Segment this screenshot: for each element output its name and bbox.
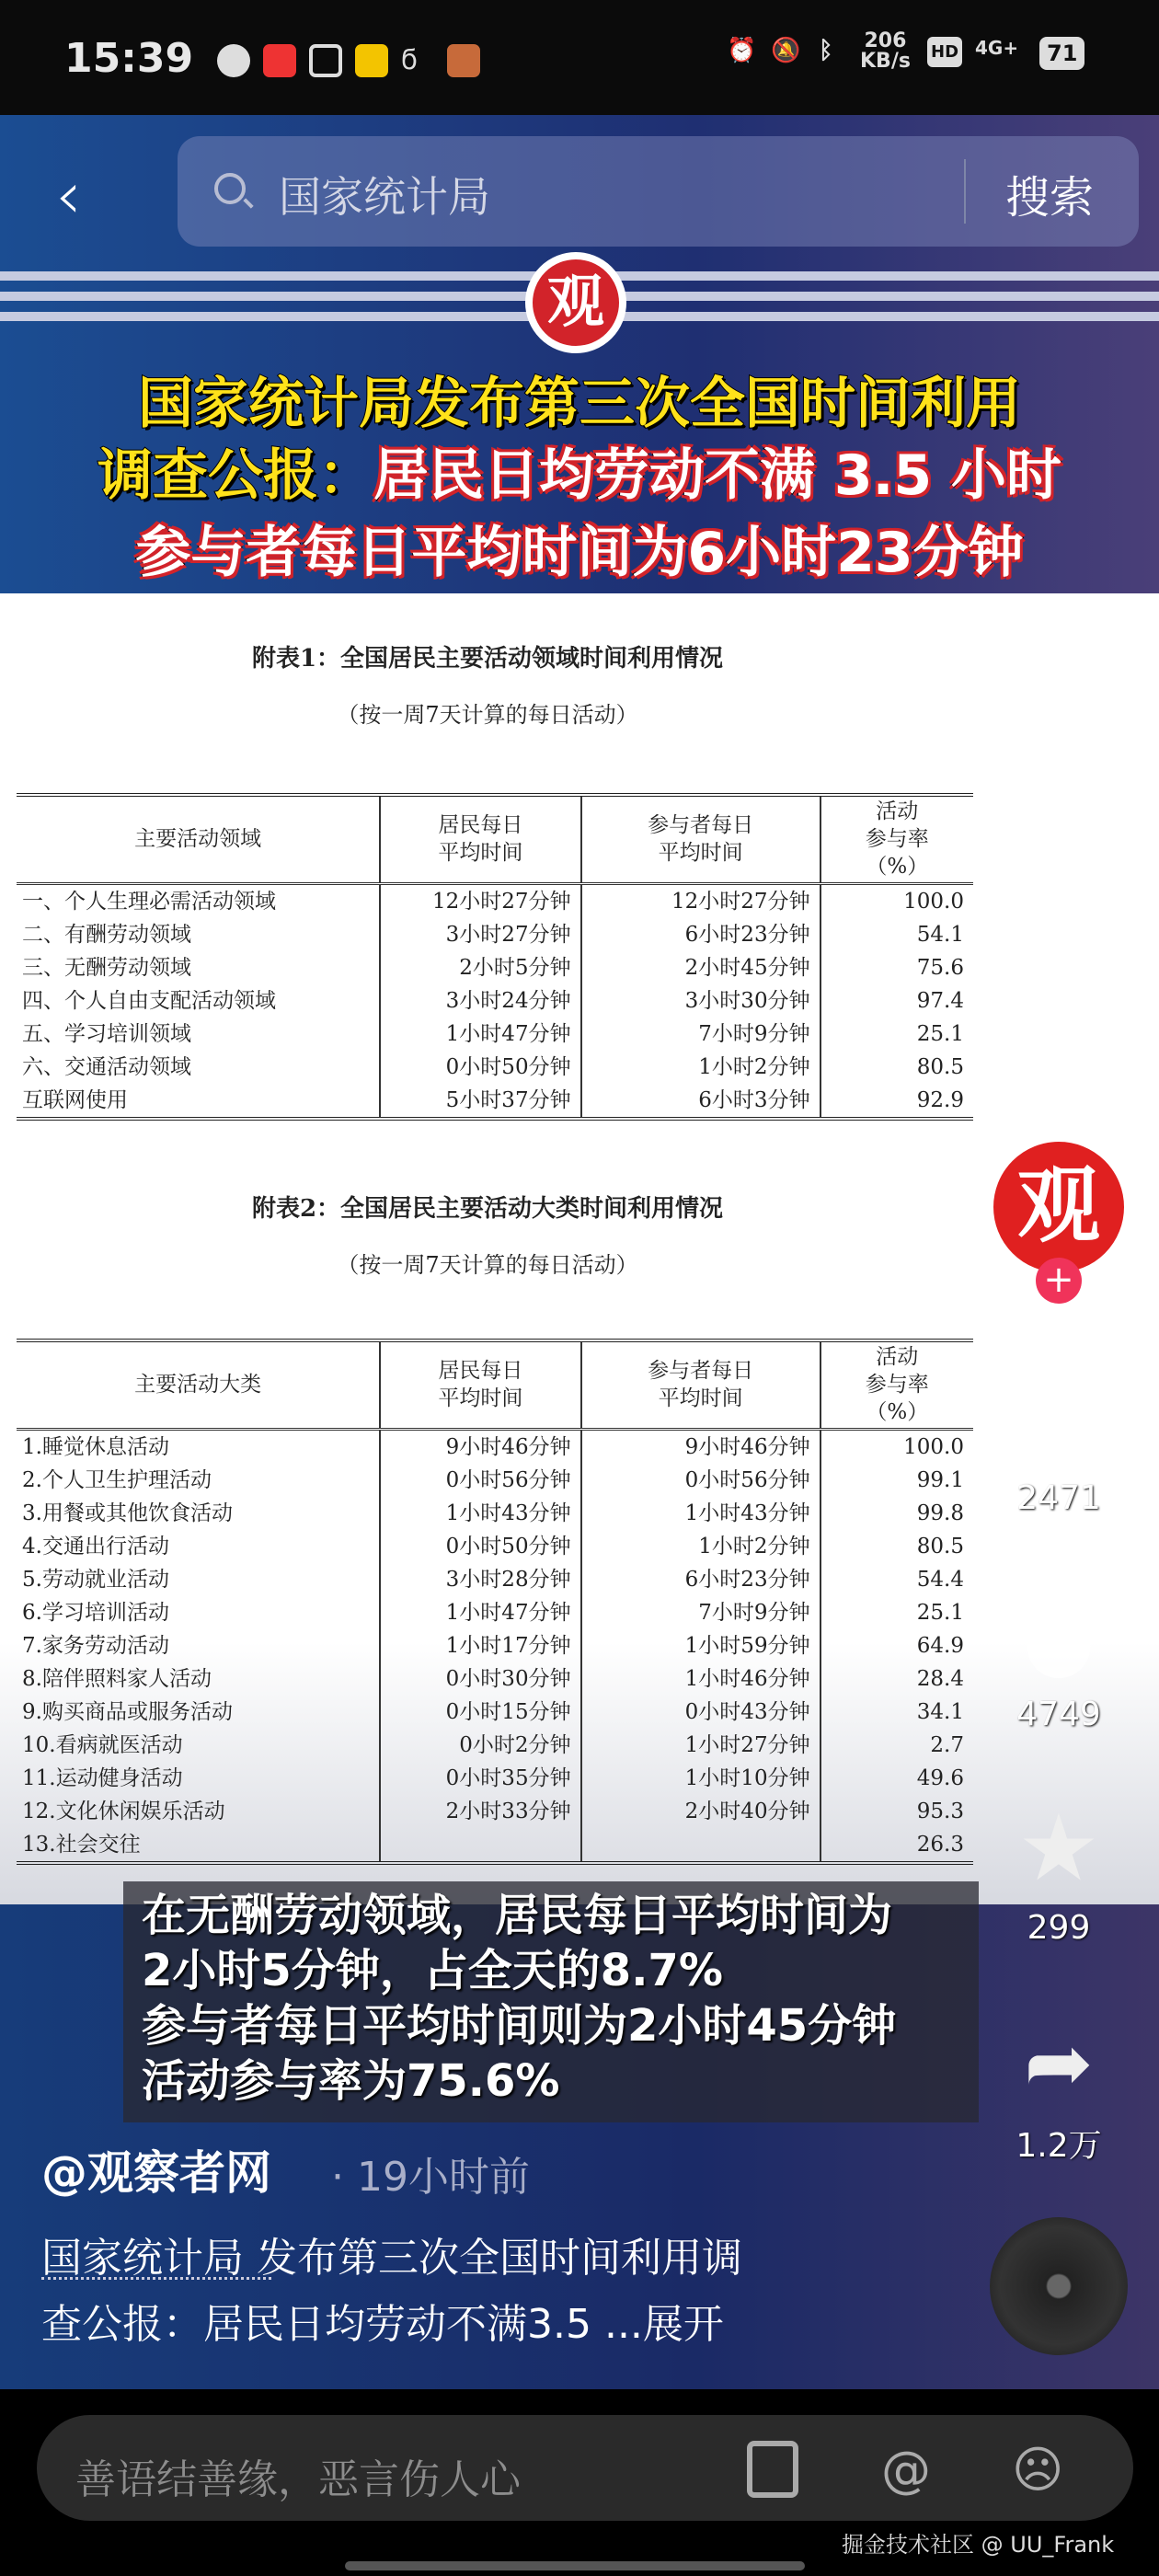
table-cell: 二、有酬劳动领域 [22, 922, 191, 947]
table-cell: 1.睡觉休息活动 [22, 1434, 169, 1459]
table-row [17, 1696, 973, 1729]
comment-count: 4749 [1016, 1696, 1101, 1733]
hd-icon: HD [927, 37, 962, 67]
image-icon[interactable] [747, 2441, 798, 2498]
table-cell: 12小时27分钟 [581, 883, 820, 918]
table-cell: 7.家务劳动活动 [22, 1633, 169, 1658]
table-cell: 7小时9分钟 [581, 1018, 820, 1051]
post-description-line2: 查公报：居民日均劳动不满3.5 ... [41, 2301, 643, 2348]
table-cell: 54.4 [820, 1563, 973, 1596]
table2-subtitle: （按一周7天计算的每日活动） [337, 1252, 638, 1278]
table-row [17, 951, 973, 984]
table-cell: 0小时56分钟 [581, 1464, 820, 1497]
table-cell: 1小时27分钟 [581, 1729, 820, 1762]
comment-input[interactable]: 善语结善缘，恶言伤人心 [75, 2456, 521, 2503]
table-cell: 64.9 [820, 1629, 973, 1662]
table-header-row [17, 795, 973, 883]
table-cell: 26.3 [820, 1828, 973, 1863]
table-cell: 1小时43分钟 [380, 1497, 580, 1530]
column-header: 参与者每日 平均时间 [581, 1340, 820, 1429]
status-bar [0, 0, 1159, 115]
table-row [17, 1530, 973, 1563]
back-button[interactable]: ‹ [55, 156, 82, 234]
table-row [17, 1018, 973, 1051]
headline-line3: 参与者每日平均时间为6小时23分钟 [135, 521, 1024, 585]
document-image [0, 593, 1159, 1904]
table-cell: 2.7 [820, 1729, 973, 1762]
net-unit: KB/s [860, 50, 911, 73]
table-cell: 6小时23分钟 [581, 918, 820, 951]
column-header: 主要活动领域 [17, 795, 380, 883]
battery-icon: 71 [1039, 37, 1084, 70]
table-cell: 0小时50分钟 [380, 1051, 580, 1084]
table-row [17, 1629, 973, 1662]
table-cell: 99.1 [820, 1464, 973, 1497]
column-header: 参与者每日 平均时间 [581, 795, 820, 883]
table-cell: 六、交通活动领域 [22, 1054, 191, 1079]
status-time: 15:39 [64, 35, 194, 82]
table-cell: 9.购买商品或服务活动 [22, 1699, 233, 1724]
column-header: 活动 参与率 （%） [820, 1340, 973, 1429]
post-time: · 19小时前 [331, 2154, 530, 2201]
caption-line: 参与者每日平均时间则为2小时45分钟 [142, 2000, 897, 2052]
table-cell: 1小时17分钟 [380, 1629, 580, 1662]
share-count: 1.2万 [1016, 2127, 1102, 2165]
headline-line1: 国家统计局发布第三次全国时间利用 [138, 372, 1021, 436]
table-cell: 3小时27分钟 [380, 918, 580, 951]
divider [964, 159, 966, 224]
table-cell: 34.1 [820, 1696, 973, 1729]
share-icon[interactable]: ➦ [1024, 2015, 1094, 2111]
table1 [17, 793, 973, 1121]
table-cell: 80.5 [820, 1530, 973, 1563]
search-bar[interactable] [178, 136, 1139, 247]
net-speed: 206 [864, 29, 907, 52]
table-row [17, 1828, 973, 1863]
table-cell: 13.社会交往 [22, 1832, 141, 1857]
music-disc-icon[interactable] [990, 2217, 1128, 2355]
expand-link[interactable]: 展开 [642, 2301, 724, 2348]
table-row [17, 1464, 973, 1497]
table-cell: 25.1 [820, 1018, 973, 1051]
table-cell: 25.1 [820, 1596, 973, 1629]
table-cell: 1小时2分钟 [581, 1051, 820, 1084]
bluetooth-icon: ᛒ [819, 37, 833, 64]
search-icon [214, 173, 246, 204]
table-cell: 5小时37分钟 [380, 1084, 580, 1119]
table-cell: 2小时45分钟 [581, 951, 820, 984]
table-cell: 2.个人卫生护理活动 [22, 1467, 212, 1492]
table-cell: 95.3 [820, 1795, 973, 1828]
app-notification-icon [263, 44, 296, 77]
table-cell: 1小时43分钟 [581, 1497, 820, 1530]
column-header: 活动 参与率 （%） [820, 795, 973, 883]
headline-line2a: 调查公报： [97, 443, 373, 508]
table-cell: 3小时28分钟 [380, 1563, 580, 1596]
table-cell: 80.5 [820, 1051, 973, 1084]
column-header: 居民每日 平均时间 [380, 1340, 580, 1429]
table-cell: 0小时15分钟 [380, 1696, 580, 1729]
weibo-icon: ϭ [401, 44, 419, 76]
table-cell: 0小时2分钟 [380, 1729, 580, 1762]
favorite-icon[interactable]: ★ [1017, 1794, 1100, 1902]
table-cell: 一、个人生理必需活动领域 [22, 889, 276, 914]
table-cell: 3.用餐或其他饮食活动 [22, 1501, 233, 1525]
table-row [17, 1795, 973, 1828]
table-row [17, 918, 973, 951]
table-cell: 0小时43分钟 [581, 1696, 820, 1729]
game-icon [447, 44, 480, 77]
table-cell: 2小时5分钟 [380, 951, 580, 984]
table-cell: 12小时27分钟 [380, 883, 580, 918]
table-cell: 1小时59分钟 [581, 1629, 820, 1662]
caption-line: 活动参与率为75.6% [142, 2055, 560, 2107]
alarm-icon: ⏰ [727, 37, 757, 64]
table-cell: 1小时10分钟 [581, 1762, 820, 1795]
author-name[interactable]: @观察者网 [41, 2146, 271, 2200]
hashtag-underline [41, 2277, 271, 2280]
app-notification-icon [309, 44, 342, 77]
column-header: 主要活动大类 [17, 1340, 380, 1429]
table-cell [581, 1828, 820, 1863]
table-cell: 99.8 [820, 1497, 973, 1530]
caption-line: 在无酬劳动领域，居民每日平均时间为 [142, 1890, 893, 1941]
table-cell: 三、无酬劳动领域 [22, 955, 191, 980]
table-cell: 3小时24分钟 [380, 984, 580, 1018]
table-cell: 6小时23分钟 [581, 1563, 820, 1596]
column-header: 居民每日 平均时间 [380, 795, 580, 883]
table-cell: 92.9 [820, 1084, 973, 1119]
table-cell: 100.0 [820, 883, 973, 918]
author-avatar[interactable]: 观 [990, 1138, 1128, 1276]
mute-icon: 🔕 [771, 37, 801, 64]
table2 [17, 1339, 973, 1865]
headline-line2b: 居民日均劳动不满 3.5 小时 [373, 443, 1062, 508]
signal-icon: 4G+ [975, 37, 1019, 59]
table-cell: 100.0 [820, 1429, 973, 1464]
table-cell: 12.文化休闲娱乐活动 [22, 1799, 225, 1823]
table-cell: 5.劳动就业活动 [22, 1567, 169, 1592]
table-row [17, 1497, 973, 1530]
table-cell: 6小时3分钟 [581, 1084, 820, 1119]
app-notification-icon [355, 44, 388, 77]
table-cell: 10.看病就医活动 [22, 1732, 183, 1757]
table2-title: 附表2：全国居民主要活动大类时间利用情况 [251, 1195, 724, 1223]
search-button[interactable]: 搜索 [1005, 172, 1095, 224]
table-cell: 75.6 [820, 951, 973, 984]
table-row [17, 1429, 973, 1464]
table-cell [380, 1828, 580, 1863]
table-cell: 0小时30分钟 [380, 1662, 580, 1696]
post-description-line1: 国家统计局 发布第三次全国时间利用调 [41, 2235, 742, 2282]
table-cell: 7小时9分钟 [581, 1596, 820, 1629]
table-row [17, 984, 973, 1018]
table-row [17, 1729, 973, 1762]
table-row [17, 1084, 973, 1119]
table-cell: 9小时46分钟 [380, 1429, 580, 1464]
caption-line: 2小时5分钟，占全天的8.7% [142, 1945, 723, 1996]
emoji-icon[interactable]: ☹ [1012, 2441, 1064, 2499]
table-cell: 四、个人自由支配活动领域 [22, 988, 276, 1013]
table-cell: 11.运动健身活动 [22, 1765, 183, 1790]
table-cell: 9小时46分钟 [581, 1429, 820, 1464]
table-row [17, 1596, 973, 1629]
like-count: 2471 [1016, 1479, 1101, 1517]
table-row [17, 1051, 973, 1084]
mention-icon[interactable]: @ [881, 2441, 931, 2499]
table-cell: 0小时56分钟 [380, 1464, 580, 1497]
table-row [17, 1563, 973, 1596]
comment-icon[interactable]: ● [1022, 1592, 1096, 1688]
table-row [17, 1762, 973, 1795]
table-cell: 54.1 [820, 918, 973, 951]
table-cell: 2小时40分钟 [581, 1795, 820, 1828]
comment-bar[interactable] [37, 2415, 1133, 2521]
table-cell: 4.交通出行活动 [22, 1534, 169, 1558]
table1-title: 附表1：全国居民主要活动领域时间利用情况 [251, 645, 724, 673]
like-icon[interactable]: ♥ [1018, 1352, 1099, 1455]
home-indicator[interactable] [345, 2561, 805, 2570]
table-cell: 1小时47分钟 [380, 1018, 580, 1051]
table-header-row [17, 1340, 973, 1429]
table-cell: 6.学习培训活动 [22, 1600, 169, 1625]
table-cell: 28.4 [820, 1662, 973, 1696]
favorite-count: 299 [1027, 1909, 1091, 1947]
app-notification-icon [217, 44, 250, 77]
table-cell: 1小时47分钟 [380, 1596, 580, 1629]
table-row [17, 1662, 973, 1696]
table-cell: 0小时35分钟 [380, 1762, 580, 1795]
table-cell: 0小时50分钟 [380, 1530, 580, 1563]
subtitle-caption [123, 1881, 979, 2122]
table-cell: 8.陪伴照料家人活动 [22, 1666, 212, 1691]
search-input[interactable]: 国家统计局 [279, 172, 490, 222]
table-cell: 49.6 [820, 1762, 973, 1795]
watermark: 掘金技术社区 @ UU_Frank [842, 2532, 1115, 2558]
table-cell: 互联网使用 [22, 1087, 128, 1112]
table-cell: 五、学习培训领域 [22, 1021, 191, 1046]
guancha-logo: 观 [525, 252, 626, 353]
follow-button[interactable]: + [1036, 1258, 1082, 1304]
table-row [17, 883, 973, 918]
table-cell: 1小时46分钟 [581, 1662, 820, 1696]
table-cell: 1小时2分钟 [581, 1530, 820, 1563]
table1-subtitle: （按一周7天计算的每日活动） [337, 702, 638, 728]
table-cell: 2小时33分钟 [380, 1795, 580, 1828]
table-cell: 97.4 [820, 984, 973, 1018]
table-cell: 3小时30分钟 [581, 984, 820, 1018]
